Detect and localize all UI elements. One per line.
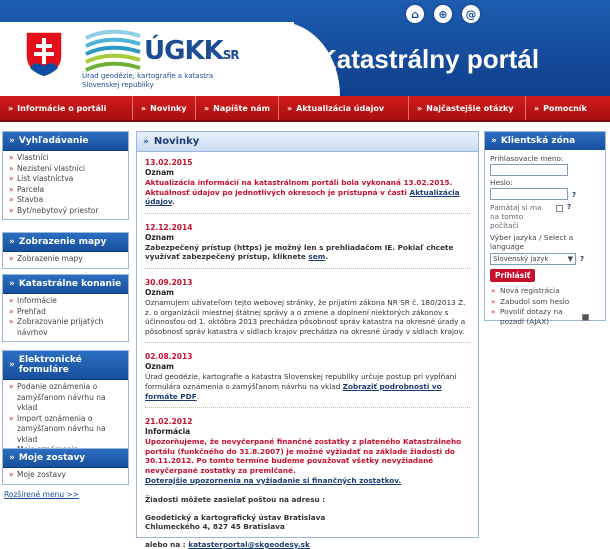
forgot-password-link[interactable]: » Zabudol som heslo — [490, 296, 600, 307]
sidebar-item-import-oznamenia[interactable]: » Import oznámenia o zamýšľanom návrhu na vklad — [7, 414, 124, 446]
remember-row — [490, 203, 600, 230]
news-text — [145, 476, 470, 486]
news-item — [145, 352, 470, 408]
chevron-right-icon: » — [9, 453, 15, 463]
agency-abbr: ÚGKKSR — [144, 36, 239, 66]
sidebar-item-byt[interactable]: » Byt/nebytový priestor — [7, 206, 124, 217]
home-icon[interactable]: ⌂ — [404, 3, 426, 25]
main-nav — [0, 96, 610, 122]
sidebar-box-header: » Elektronické formuláre — [3, 351, 128, 380]
top-icon-bar — [404, 3, 482, 25]
advanced-menu-link[interactable]: Rozšírené menu >> — [4, 490, 80, 499]
help-icon[interactable]: ? — [572, 191, 577, 199]
ajax-checkbox[interactable] — [582, 314, 589, 321]
news-type: Informácia — [145, 427, 191, 437]
pdf-details-link[interactable]: Zobraziť podrobnosti vo formáte PDF — [145, 381, 442, 401]
help-icon[interactable]: ? — [580, 255, 585, 263]
sidebar-item-podanie-oznamenia[interactable]: » Podanie oznámenia o zamýšľanom návrhu na vklad — [7, 382, 124, 414]
language-label: Výber jazyka / Select a language — [490, 233, 574, 251]
ajax-row — [490, 307, 600, 327]
sidebar-box-header: » Moje zostavy — [3, 449, 128, 468]
nav-otazky[interactable]: » Najčastejšie otázky — [409, 96, 526, 120]
password-label: Heslo: — [490, 178, 513, 187]
contact-email-link[interactable]: katasterportal@skgeodesy.sk — [188, 539, 310, 549]
globe-icon[interactable]: ⊕ — [432, 3, 454, 25]
chevron-right-icon: » — [491, 136, 497, 146]
chevron-right-icon: » — [9, 279, 15, 289]
agency-subtitle: Úrad geodézie, kartografie a katastra Slovenskej republiky — [82, 72, 214, 89]
language-select[interactable]: Slovenský jazyk ▼ — [490, 253, 576, 265]
login-label: Prihlasovacie meno: — [490, 154, 564, 163]
sidebar-item-informacie[interactable]: » Informácie — [7, 296, 124, 307]
aktualizacia-udajov-link[interactable]: Aktualizácia údajov — [145, 187, 460, 207]
chevron-right-icon: » — [9, 360, 15, 370]
news-panel-header: » Novinky — [137, 132, 478, 152]
news-item — [145, 223, 470, 269]
news-date: 21.02.2012 — [145, 417, 193, 427]
sidebar-item-moje-zostavy[interactable]: » Moje zostavy — [7, 470, 124, 481]
sidebar-box-vyhladavanie — [2, 131, 129, 220]
sidebar-item-prijate-navrhy[interactable]: » Zobrazovanie prijatých návrhov — [7, 317, 124, 338]
sidebar-box-zobrazenie-mapy — [2, 232, 129, 269]
news-date: 30.09.2013 — [145, 277, 193, 287]
contact-email-row: alebo na : katasterportal@skgeodesy.sk — [145, 539, 310, 549]
login-button[interactable]: Prihlásiť — [490, 269, 535, 282]
news-type: Oznam — [145, 232, 174, 242]
contact-intro: Žiadosti môžete zasielať poštou na adresu : — [145, 495, 326, 505]
nav-napiste-nam[interactable]: » Napíšte nám — [196, 96, 279, 120]
chevron-right-icon: » — [143, 136, 149, 147]
news-text: Aktualizácia informácií na katastrálnom portáli bola vykonaná 13.02.2015. Aktuálnosť údajov po jednotlivých okresoch je prístupná v časti Aktualizácia údajov. — [145, 178, 460, 207]
chevron-right-icon: » — [9, 237, 15, 247]
new-registration-link[interactable]: » Nová registrácia — [490, 285, 600, 296]
slovak-coat-of-arms-icon — [24, 30, 64, 78]
sidebar-box-moje-zostavy — [2, 448, 129, 485]
chevron-down-icon: ▼ — [567, 255, 573, 263]
chevron-right-icon: » — [9, 136, 15, 146]
news-type: Oznam — [145, 168, 174, 177]
client-zone-header: » Klientská zóna — [485, 132, 605, 150]
nav-pomocnik[interactable]: » Pomocník — [526, 96, 610, 120]
nav-informacie[interactable]: » Informácie o portáli — [0, 96, 133, 120]
sidebar-item-parcela[interactable]: » Parcela — [7, 185, 124, 196]
password-input[interactable] — [490, 188, 568, 200]
sidebar-box-elektronicke-formulare — [2, 350, 129, 460]
sidebar-box-header: » Zobrazenie mapy — [3, 233, 128, 252]
news-item — [145, 158, 470, 214]
sidebar-box-header: » Vyhľadávanie — [3, 132, 128, 151]
news-panel — [136, 131, 479, 549]
sidebar-box-katastralne-konanie — [2, 274, 129, 342]
sidebar-item-zobrazenie-mapy[interactable]: » Zobrazenie mapy — [7, 254, 124, 265]
sidebar-item-stavba[interactable]: » Stavba — [7, 195, 124, 206]
news-text: Úrad geodézie, kartografie a katastra Slovenskej republiky určuje postup pri vypĺňaní formulára oznámenia o zamýšľanom návrhu na vklad Zobraziť podrobnosti vo formáte PDF. — [145, 372, 457, 401]
news-date: 12.12.2014 — [145, 222, 193, 232]
agency-sr: SR — [222, 48, 239, 62]
news-date: 13.02.2015 — [145, 158, 193, 167]
news-date: 02.08.2013 — [145, 352, 193, 362]
help-icon[interactable]: ? — [567, 203, 572, 211]
ajax-toggle-label: » Povoliť dotazy na pozadí (AJAX) — [490, 307, 578, 327]
login-input[interactable] — [490, 164, 568, 176]
news-text: Zabezpečený prístup (https) je možný len s prehliadačom IE. Pokiaľ chcete využívať zabezpečený prístup, kliknete sem. — [145, 242, 454, 262]
zostatky-link[interactable]: Doterajšie upozornenia na vyžiadanie si finančných zostatkov. — [145, 475, 402, 485]
news-text: Oznamujem užívateľom tejto webovej stránky, že prijatím zákona NR SR č. 180/2013 Z. z. o organizácii miestnej štátnej správy a o zmene a doplnení niektorých zákonov s účinnosťou od 1. októbra 2013 prechádza pôsobnosť správ katastra na okresné úrady a pôsobnosť správ katastra v sídlach krajov prechádza na okresné úrady v sídlach krajov. — [145, 297, 466, 336]
contact-org: Geodetický a kartografický ústav Bratislava — [145, 512, 326, 522]
news-item — [145, 278, 470, 343]
sidebar-item-vlastnici[interactable]: » Vlastníci — [7, 153, 124, 164]
news-item — [145, 417, 470, 485]
sidebar-box-header: » Katastrálne konanie — [3, 275, 128, 294]
remember-checkbox[interactable] — [556, 205, 563, 212]
contact-address: Chlumeckého 4, 827 45 Bratislava — [145, 522, 285, 532]
news-type: Oznam — [145, 287, 174, 297]
nav-aktualizacia[interactable]: » Aktualizácia údajov — [279, 96, 409, 120]
client-zone — [484, 131, 606, 326]
ugkk-logo-icon — [82, 28, 144, 74]
secure-access-link[interactable]: sem — [308, 252, 326, 262]
news-type: Oznam — [145, 362, 174, 372]
sidebar-item-list-vlastnictva[interactable]: » List vlastníctva — [7, 174, 124, 185]
remember-label: Pamätaj si ma na tomto počítači — [490, 203, 542, 230]
nav-novinky[interactable]: » Novinky — [133, 96, 196, 120]
at-icon[interactable]: @ — [460, 3, 482, 25]
sidebar-item-prehlad[interactable]: » Prehľad — [7, 307, 124, 318]
news-text: Upozorňujeme, že nevyčerpané finančné zostatky z plateného Katastrálneho portálu (funkčného do 31.8.2007) je možné vyžiadať na základe žiadosti do 30.11.2012. Po tomto termíne budeme považovať všetky nevyžiadané nevyčerpané zostatky za premlčané. — [145, 437, 462, 475]
portal-title: Katastrálny portál — [318, 44, 540, 74]
sidebar-item-nezisteni-vlastnici[interactable]: » Nezistení vlastníci — [7, 164, 124, 175]
